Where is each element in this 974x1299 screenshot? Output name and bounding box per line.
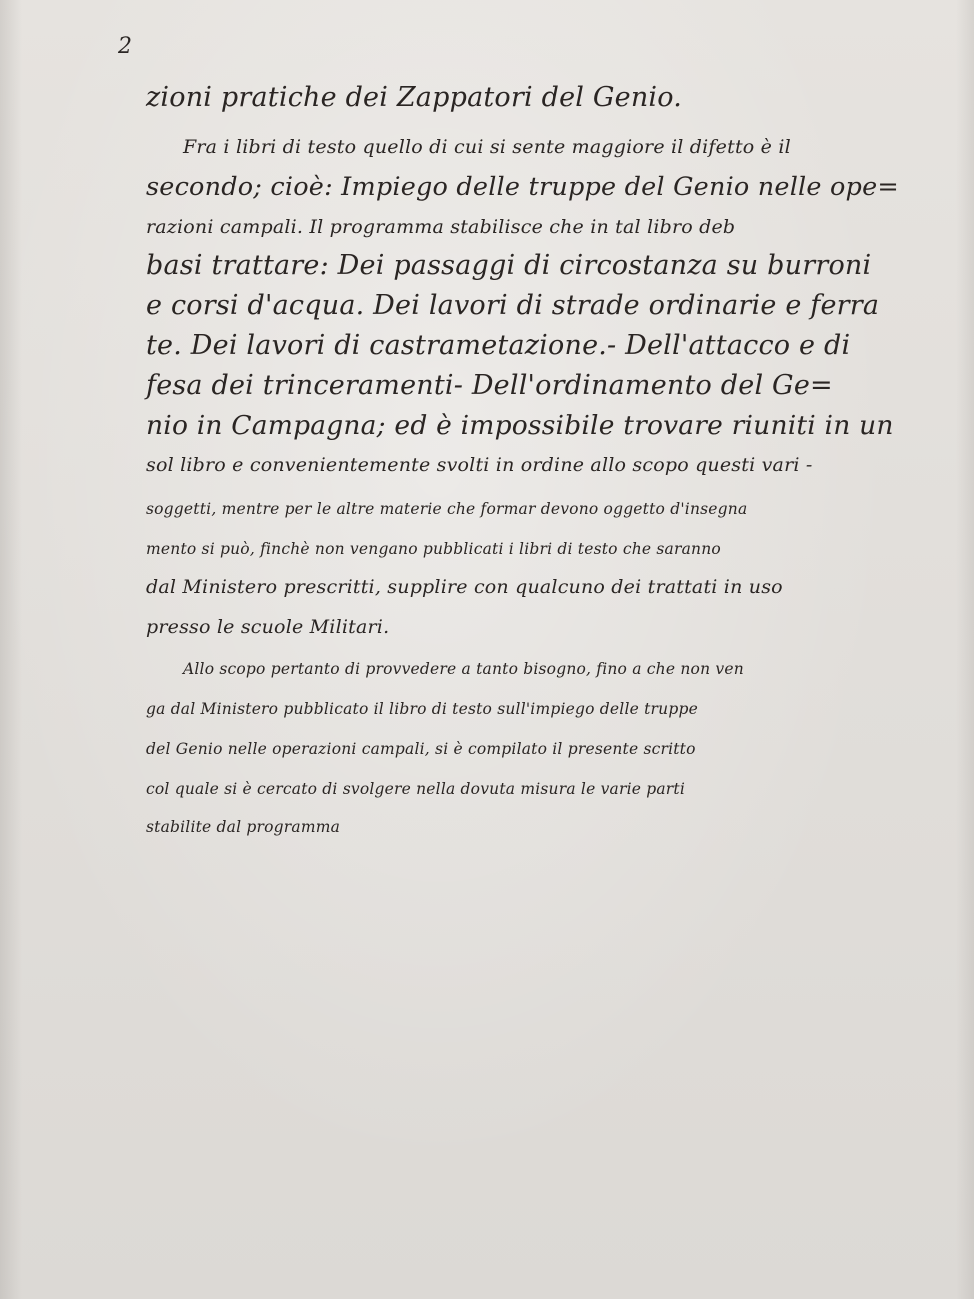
text-line: secondo; cioè: Impiego delle truppe del Genio nelle ope= [146,172,899,202]
text-line: del Genio nelle operazioni campali, si è compilato il presente scritto [146,740,696,758]
text-line: Allo scopo pertanto di provvedere a tanto bisogno, fino a che non ven [183,660,744,678]
text-line: dal Ministero prescritti, supplire con qualcuno dei trattati in uso [146,576,783,598]
text-line: soggetti, mentre per le altre materie che formar devono oggetto d'insegna [146,500,748,518]
text-line: te. Dei lavori di castrametazione.- Dell'attacco e di [146,330,851,361]
text-line: ga dal Ministero pubblicato il libro di testo sull'impiego delle truppe [146,700,698,718]
text-line: Fra i libri di testo quello di cui si sente maggiore il difetto è il [183,136,791,158]
text-line: stabilite dal programma [146,818,341,836]
page-edge-shadow-right [956,0,974,1299]
text-line: zioni pratiche dei Zappatori del Genio. [146,82,683,113]
page-number: 2 [118,34,132,59]
text-line: e corsi d'acqua. Dei lavori di strade ordinarie e ferra [146,290,880,321]
text-line: mento si può, finchè non vengano pubblicati i libri di testo che saranno [146,540,721,558]
text-line: col quale si è cercato di svolgere nella dovuta misura le varie parti [146,780,685,798]
text-line: fesa dei trinceramenti- Dell'ordinamento del Ge= [146,370,833,401]
text-line: nio in Campagna; ed è impossibile trovare riuniti in un [146,410,894,441]
page-edge-shadow-left [0,0,22,1299]
text-line: razioni campali. Il programma stabilisce che in tal libro deb [146,216,736,238]
text-line: presso le scuole Militari. [146,616,390,638]
text-line: basi trattare: Dei passaggi di circostanza su burroni [146,250,872,281]
text-line: sol libro e convenientemente svolti in ordine allo scopo questi vari - [146,454,813,476]
